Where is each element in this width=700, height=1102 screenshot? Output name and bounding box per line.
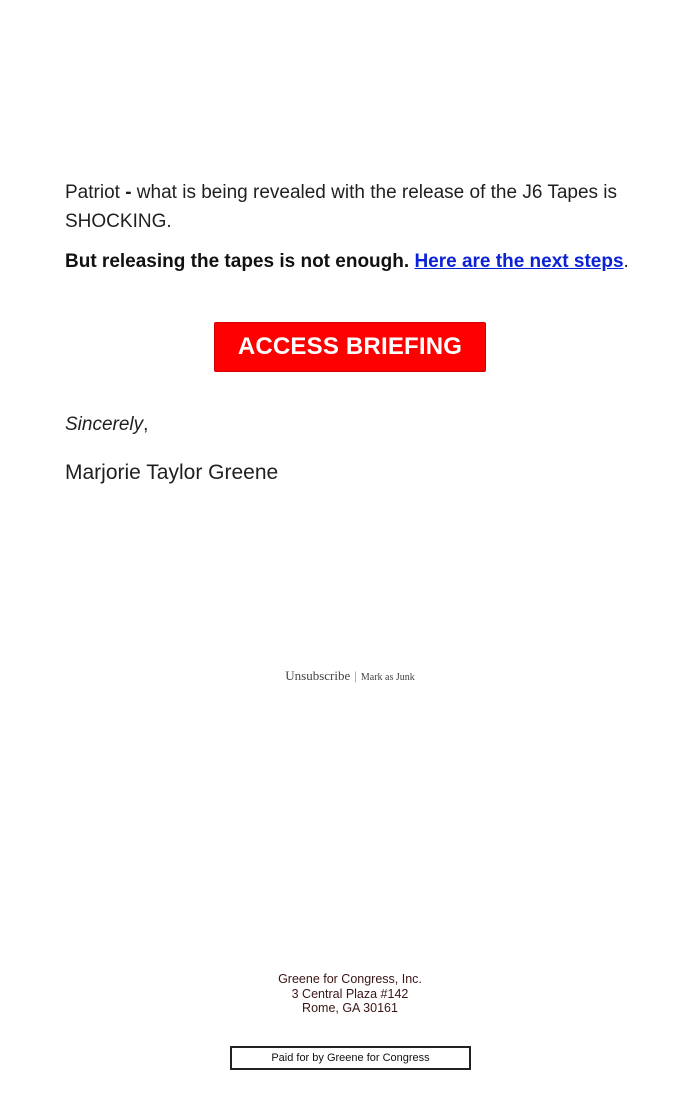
address-line-1: Greene for Congress, Inc. <box>278 972 422 986</box>
callout-trailing: . <box>623 251 629 272</box>
cta-container <box>214 322 486 372</box>
callout-bold-text: But releasing the tapes is not enough. <box>65 251 410 272</box>
salutation: Sincerely <box>65 414 144 435</box>
unsubscribe-link[interactable]: Unsubscribe <box>285 668 351 683</box>
intro-text-part1: Patriot <box>65 182 126 203</box>
access-briefing-button[interactable]: ACCESS BRIEFING <box>214 322 486 372</box>
email-body <box>65 178 635 276</box>
next-steps-link[interactable]: Here are the next steps <box>414 251 624 272</box>
salutation-comma: , <box>143 414 149 435</box>
signature: Marjorie Taylor Greene <box>65 461 279 484</box>
callout-paragraph <box>65 247 635 276</box>
address-line-2: 3 Central Plaza #142 <box>291 986 409 1001</box>
mark-as-junk-link[interactable]: Mark as Junk <box>360 672 415 683</box>
footer-links <box>0 667 700 685</box>
intro-dash: - <box>125 182 132 203</box>
intro-text-part2: what is being revealed with the release of the J6 Tapes is SHOCKING. <box>65 182 618 232</box>
footer-separator: | <box>354 668 357 683</box>
salutation-line <box>65 411 148 439</box>
intro-paragraph <box>65 178 635 236</box>
address-line-3: Rome, GA 30161 <box>302 1001 398 1015</box>
mailing-address <box>0 972 700 1016</box>
paid-for-disclaimer: Paid for by Greene for Congress <box>230 1046 471 1070</box>
